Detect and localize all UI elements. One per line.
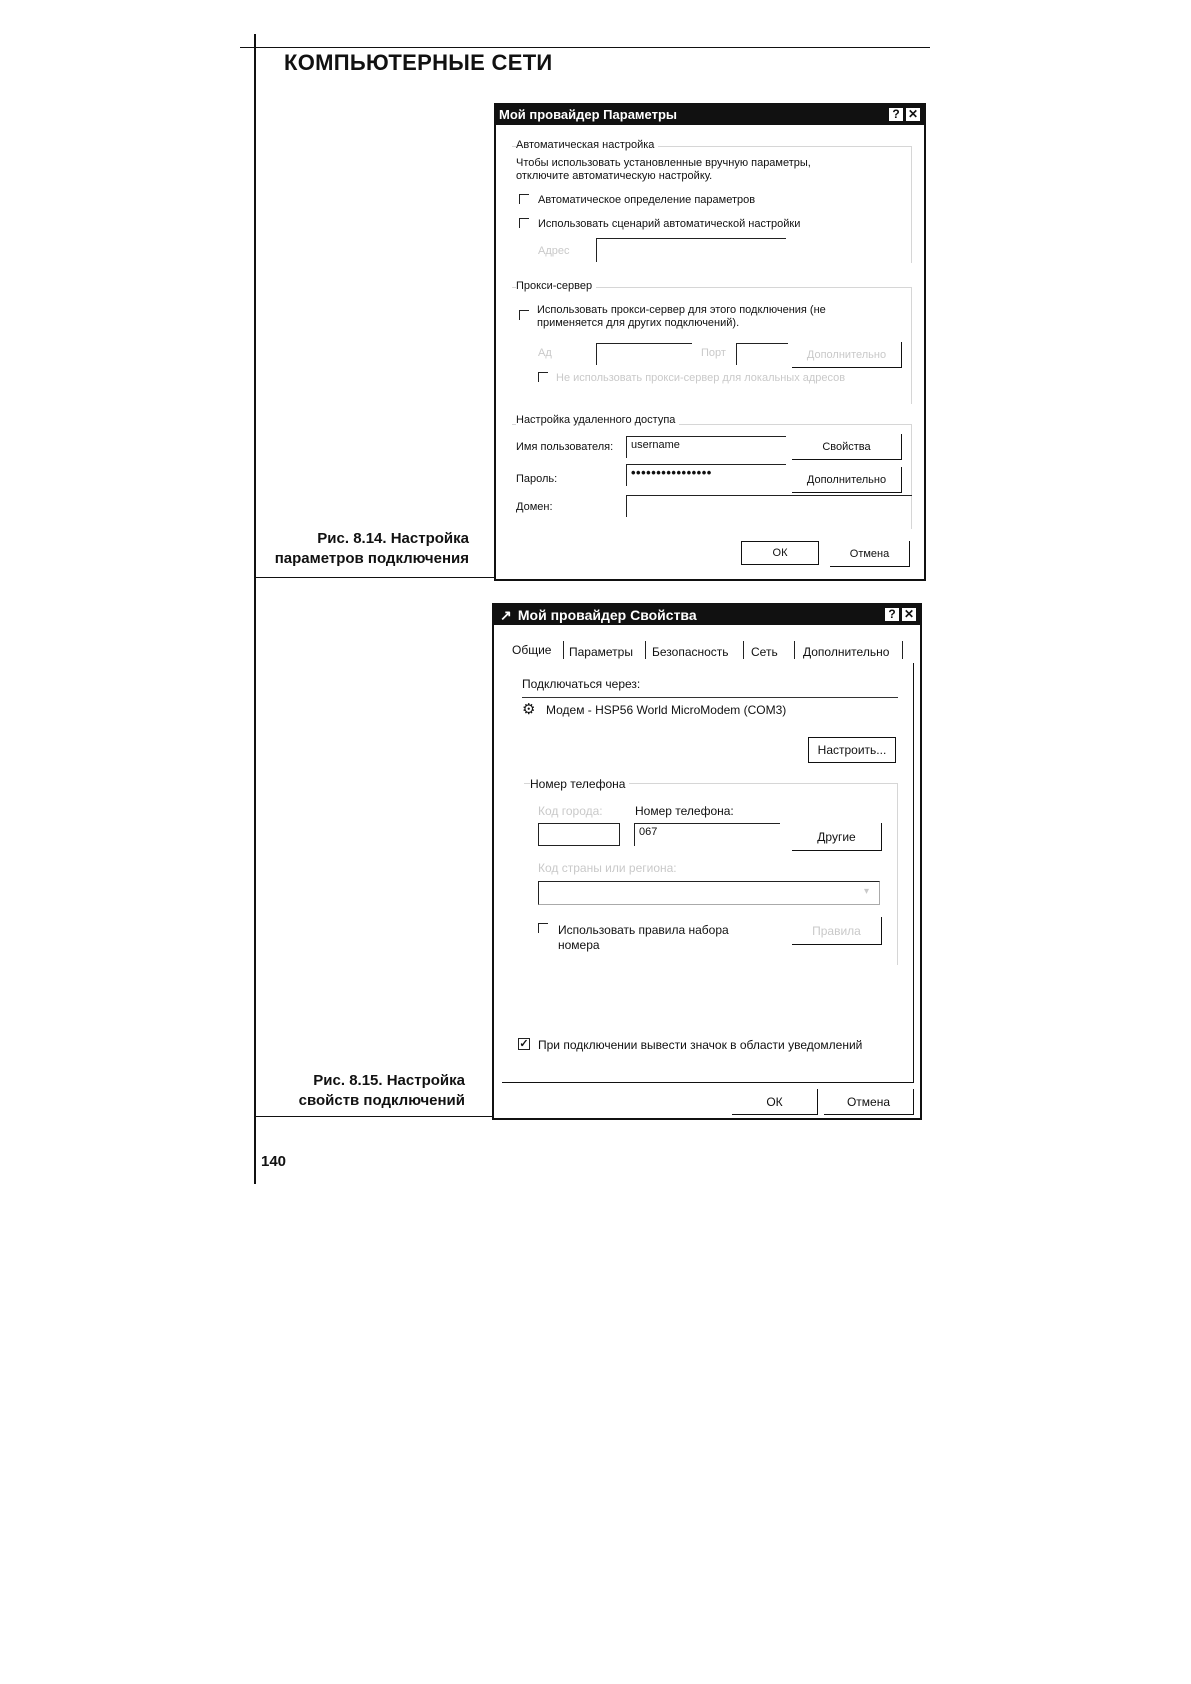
help-button[interactable]: ? xyxy=(884,607,900,622)
show-tray-icon-label: При подключении вывести значок в области уведомлений xyxy=(538,1038,863,1052)
proxy-port-input[interactable] xyxy=(736,343,788,365)
modem-icon: ⚙ xyxy=(522,701,536,718)
dialog-titlebar xyxy=(494,605,920,625)
close-button[interactable]: ✕ xyxy=(905,107,921,122)
tab-advanced[interactable]: Дополнительно xyxy=(803,645,890,659)
page-number: 140 xyxy=(261,1153,287,1170)
figure-bottom-rule xyxy=(254,1116,494,1117)
tab-separator xyxy=(645,641,646,659)
ok-button[interactable]: ОК xyxy=(732,1089,818,1115)
connect-via-label: Подключаться через: xyxy=(522,677,641,691)
bypass-local-checkbox[interactable] xyxy=(538,372,548,382)
proxy-address-label: Ад xyxy=(538,347,552,359)
page-header: КОМПЬЮТЕРНЫЕ СЕТИ xyxy=(284,50,553,75)
dialog-titlebar xyxy=(496,105,924,125)
tab-security[interactable]: Безопасность xyxy=(652,645,729,659)
auto-detect-checkbox[interactable] xyxy=(519,194,529,204)
figure-caption-8-15 xyxy=(256,1071,465,1111)
tab-network[interactable]: Сеть xyxy=(751,645,778,659)
country-code-label: Код страны или региона: xyxy=(538,861,677,875)
area-code-label: Код города: xyxy=(538,804,603,818)
cancel-button[interactable]: Отмена xyxy=(824,1089,914,1115)
tab-separator xyxy=(743,641,744,659)
proxy-advanced-button[interactable]: Дополнительно xyxy=(792,342,902,368)
configure-button[interactable]: Настроить... xyxy=(808,737,896,763)
use-proxy-label: применяется для других подключений). xyxy=(537,317,740,329)
help-button[interactable]: ? xyxy=(888,107,904,122)
caption-line: Рис. 8.14. Настройка xyxy=(317,530,469,547)
domain-label: Домен: xyxy=(516,501,553,513)
auto-detect-label: Автоматическое определение параметров xyxy=(538,194,756,206)
ok-button[interactable]: ОК xyxy=(741,541,819,565)
password-input[interactable]: •••••••••••••••• xyxy=(626,464,786,486)
dialog-title: Мой провайдер Свойства xyxy=(517,607,697,623)
proxy-group-label: Прокси-сервер xyxy=(516,280,596,292)
phone-number-label: Номер телефона: xyxy=(635,804,734,818)
tab-separator xyxy=(902,641,903,659)
remote-access-group-label: Настройка удаленного доступа xyxy=(516,414,679,426)
dialing-rules-checkbox[interactable] xyxy=(538,923,548,933)
caption-line: свойств подключений xyxy=(298,1092,465,1109)
bypass-local-label: Не использовать прокси-сервер для локальных адресов xyxy=(556,372,846,384)
figure-divider xyxy=(254,577,494,578)
caption-line: Рис. 8.15. Настройка xyxy=(313,1072,465,1089)
use-proxy-checkbox[interactable] xyxy=(519,310,529,320)
username-input[interactable]: username xyxy=(626,436,786,458)
auto-config-group-label: Автоматическая настройка xyxy=(516,139,658,151)
proxy-port-label: Порт xyxy=(701,347,726,359)
dialog-title: Мой провайдер Параметры xyxy=(499,107,678,122)
advanced-button[interactable]: Дополнительно xyxy=(792,467,902,493)
caption-line: параметров подключения xyxy=(274,550,469,567)
tab-separator xyxy=(794,641,795,659)
dialog-connection-parameters xyxy=(494,103,926,581)
page-left-rule xyxy=(254,34,256,1184)
phone-number-input[interactable]: 067 xyxy=(634,823,780,846)
show-tray-icon-checkbox[interactable]: ✓ xyxy=(519,1038,529,1050)
modem-name: Модем - HSP56 World MicroModem (COM3) xyxy=(546,703,787,717)
address-label: Адрес xyxy=(538,245,570,257)
proxy-address-input[interactable] xyxy=(596,343,692,365)
other-button[interactable]: Другие xyxy=(792,823,882,851)
phone-group-label: Номер телефона xyxy=(530,777,629,791)
properties-button[interactable]: Свойства xyxy=(792,434,902,460)
auto-config-description: отключите автоматическую настройку. xyxy=(516,170,713,182)
tab-separator xyxy=(563,641,564,659)
header-rule xyxy=(240,47,930,48)
auto-script-label: Использовать сценарий автоматической настройки xyxy=(538,218,801,230)
close-button[interactable]: ✕ xyxy=(901,607,917,622)
password-label: Пароль: xyxy=(516,473,558,485)
dialog-connection-properties xyxy=(492,603,922,1120)
dial-up-icon: ↗ xyxy=(500,607,512,623)
area-code-select[interactable] xyxy=(538,823,620,846)
cancel-button[interactable]: Отмена xyxy=(830,541,910,567)
dialing-rules-label: номера xyxy=(558,938,600,952)
tab-parameters[interactable]: Параметры xyxy=(569,645,633,659)
use-proxy-label: Использовать прокси-сервер для этого подключения (не xyxy=(537,304,826,316)
dialing-rules-label: Использовать правила набора xyxy=(558,923,729,937)
chevron-down-icon: ▾ xyxy=(864,886,870,897)
tab-general[interactable]: Общие xyxy=(512,643,552,657)
rules-button[interactable]: Правила xyxy=(792,917,882,945)
auto-script-checkbox[interactable] xyxy=(519,218,529,228)
domain-input[interactable] xyxy=(626,495,912,517)
connect-via-separator xyxy=(522,697,898,698)
script-address-input[interactable] xyxy=(596,238,786,262)
country-code-select[interactable] xyxy=(538,881,880,905)
username-label: Имя пользователя: xyxy=(516,441,614,453)
auto-config-description: Чтобы использовать установленные вручную параметры, xyxy=(516,157,811,169)
figure-caption-8-14 xyxy=(256,529,469,569)
